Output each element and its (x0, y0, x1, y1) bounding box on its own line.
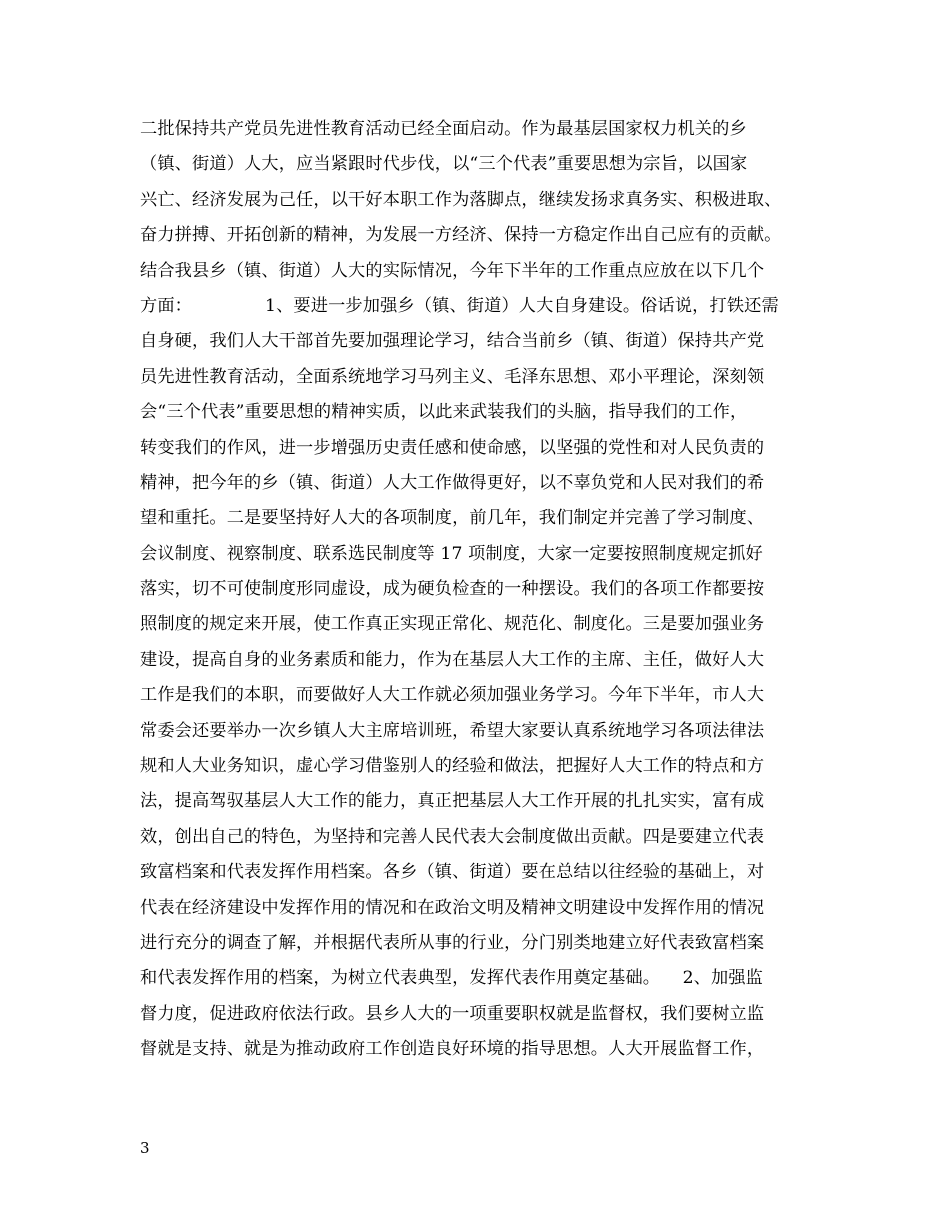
text-line: 和代表发挥作用的档案，为树立代表典型，发挥代表作用奠定基础。 2、加强监 (140, 968, 764, 989)
text-line: 自身硬，我们人大干部首先要加强理论学习，结合当前乡（镇、街道）保持共产党 (140, 331, 765, 352)
text-line: 工作是我们的本职，而要做好人大工作就必须加强业务学习。今年下半年，市人大 (140, 685, 765, 706)
text-line: 转变我们的作风，进一步增强历史责任感和使命感，以坚强的党性和对人民负责的 (140, 437, 765, 458)
text-line: 常委会还要举办一次乡镇人大主席培训班，希望大家要认真系统地学习各项法律法 (140, 720, 765, 741)
text-line: 会议制度、视察制度、联系选民制度等 17 项制度，大家一定要按照制度规定抓好 (140, 543, 763, 564)
text-line: 法，提高驾驭基层人大工作的能力，真正把基层人大工作开展的扎扎实实，富有成 (140, 791, 765, 812)
text-line: 建设，提高自身的业务素质和能力，作为在基层人大工作的主席、主任，做好人大 (140, 649, 765, 670)
text-line: 结合我县乡（镇、街道）人大的实际情况，今年下半年的工作重点应放在以下几个 (140, 260, 765, 281)
text-line: 方面： 1、要进一步加强乡（镇、街道）人大自身建设。俗话说，打铁还需 (140, 295, 779, 316)
text-line: 望和重托。二是要坚持好人大的各项制度，前几年，我们制定并完善了学习制度、 (140, 508, 765, 529)
text-line: 照制度的规定来开展，使工作真正实现正常化、规范化、制度化。三是要加强业务 (140, 614, 765, 635)
page-number: 3 (140, 1139, 150, 1157)
text-line: 效，创出自己的特色，为坚持和完善人民代表大会制度做出贡献。四是要建立代表 (140, 826, 765, 847)
text-line: 规和人大业务知识，虚心学习借鉴别人的经验和做法，把握好人大工作的特点和方 (140, 756, 765, 777)
text-line: 奋力拼搏、开拓创新的精神，为发展一方经济、保持一方稳定作出自己应有的贡献。 (140, 225, 782, 246)
text-line: 精神，把今年的乡（镇、街道）人大工作做得更好，以不辜负党和人民对我们的希 (140, 472, 765, 493)
text-line: 二批保持共产党员先进性教育活动已经全面启动。作为最基层国家权力机关的乡 (140, 119, 747, 139)
text-line: 督力度，促进政府依法行政。县乡人大的一项重要职权就是监督权，我们要树立监 (140, 1003, 765, 1024)
text-line: 落实，切不可使制度形同虚设，成为硬负检查的一种摆设。我们的各项工作都要按 (140, 579, 765, 600)
text-line: （镇、街道）人大，应当紧跟时代步伐，以“三个代表”重要思想为宗旨，以国家 (140, 154, 748, 175)
text-line: 会“三个代表”重要思想的精神实质，以此来武装我们的头脑，指导我们的工作， (140, 402, 748, 423)
text-line: 致富档案和代表发挥作用档案。各乡（镇、街道）要在总结以往经验的基础上，对 (140, 862, 765, 883)
text-line: 员先进性教育活动，全面系统地学习马列主义、毛泽东思想、邓小平理论，深刻领 (140, 366, 765, 387)
text-line: 兴亡、经济发展为己任，以干好本职工作为落脚点，继续发扬求真务实、积极进取、 (140, 189, 782, 210)
body-text (140, 112, 840, 1068)
text-line: 代表在经济建设中发挥作用的情况和在政治文明及精神文明建设中发挥作用的情况 (140, 897, 765, 918)
text-line: 进行充分的调查了解，并根据代表所从事的行业，分门别类地建立好代表致富档案 (140, 932, 765, 953)
text-line: 督就是支持、就是为推动政府工作创造良好环境的指导思想。人大开展监督工作， (140, 1039, 765, 1060)
